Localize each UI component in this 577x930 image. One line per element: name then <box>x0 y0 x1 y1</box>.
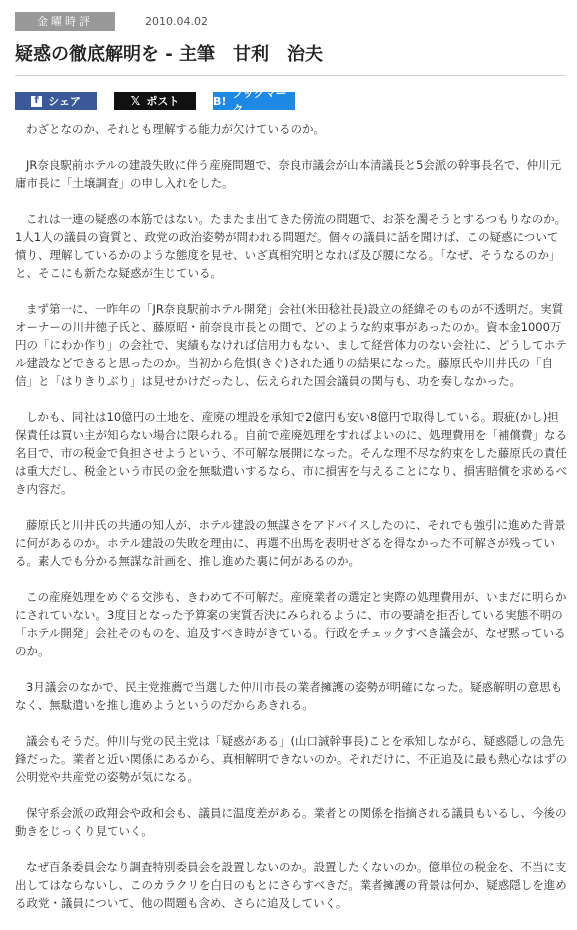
x-post-label: ポスト <box>146 95 180 108</box>
article-paragraph: 保守系会派の政翔会や政和会も、議員に温度差がある。業者との関係を指摘される議員もいるし、今後の動きをじっくり見ていく。 <box>15 806 567 838</box>
article-paragraph: わざとなのか、それとも理解する能力が欠けているのか。 <box>26 122 325 136</box>
article-header <box>15 10 208 32</box>
article-paragraph: JR奈良駅前ホテルの建設失敗に伴う産廃問題で、奈良市議会が山本清議長と5会派の幹事長名で、仲川元庸市長に「土壌調査」の申し入れをした。 <box>15 158 562 190</box>
article-paragraph: これは一連の疑惑の本筋ではない。たまたま出てきた傍流の問題で、お茶を濁そうとするつもりなのか。1人1人の議員の資質と、政党の政治姿勢が問われる問題だ。個々の議員に話を聞けば、この疑惑について憤り、理解しているかのような態度を見せ、いざ真相究明となれば及び腰になる。「なぜ、そうなるのか」と、そこにも新たな疑惑が生じている。 <box>15 212 567 280</box>
facebook-share-label: シェア <box>48 95 81 108</box>
article-paragraph: 3月議会のなかで、民主党推薦で当選した仲川市長の業者擁護の姿勢が明確になった。疑惑解明の意思もなく、無駄遣いを推し進めようというのだからあきれる。 <box>15 680 563 712</box>
hatena-bookmark-button[interactable] <box>213 87 295 116</box>
article-body <box>15 120 567 930</box>
hatena-bookmark-icon: B! <box>213 94 227 108</box>
article-paragraph: 藤原氏と川井氏の共通の知人が、ホテル建設の無謀さをアドバイスしたのに、それでも強引に進めた背景に何があるのか。ホテル建設の失敗を理由に、再選不出馬を表明せざるを得なかった不可解さが残っている。素人でも分かる無謀な計画を、推し進めた裏に何があるのか。 <box>15 518 566 568</box>
x-icon: 𝕏 <box>130 94 141 108</box>
hatena-bookmark-label: ブックマーク <box>232 87 287 116</box>
x-post-button[interactable] <box>114 92 196 110</box>
category-badge: 金曜時評 <box>15 12 115 31</box>
article-paragraph: この産廃処理をめぐる交渉も、きわめて不可解だ。産廃業者の選定と実際の処理費用が、いまだに明らかにされていない。3度目となった予算案の実質否決にみられるように、市の要請を拒否している実態不明の「ホテル開発」会社そのものを、追及すべき時がきている。行政をチェックすべき議会が、なぜ黙っているのか。 <box>15 590 567 658</box>
facebook-share-button[interactable] <box>15 92 97 110</box>
article-paragraph: しかも、同社は10億円の土地を、産廃の埋設を承知で2億円も安い8億円で取得している。瑕疵(かし)担保責任は買い主が知らない場合に限られる。自前で産廃処理をすればよいのに、処理費用を「補償費」なる名目で、市の税金で負担させようという、不可解な展開になった。そんな理不尽な約束をした藤原氏の責任は重大だし、税金という市民の金を無駄遣いするなら、市に損害を与えることになり、損害賠償を求めるべき内容だ。 <box>15 410 567 496</box>
share-bar <box>15 87 295 116</box>
title-divider <box>15 75 565 76</box>
article-paragraph: なぜ百条委員会なり調査特別委員会を設置しないのか。設置したくないのか。億単位の税金を、不当に支出してはならないし、このカラクリを白日のもとにさらすべきだ。業者擁護の背景は何か、疑惑隠しを進める政党・議員について、他の問題も含め、さらに追及していく。 <box>15 860 567 910</box>
article-paragraph: まず第一に、一昨年の「JR奈良駅前ホテル開発」会社(米田稔社長)設立の経緯そのものが不透明だ。実質オーナーの川井徳子氏と、藤原昭・前奈良市長との間で、どのような約束事があったのか。資本金1000万円の「にわか作り」の会社で、実績もなければ信用力もない、まして経営体力のない会社に、どうしてホテル建設などできると思ったのか。当初から危惧(きぐ)された通りの結果になった。藤原氏や川井氏の「自信」と「はりきりぶり」は見せかけだったし、伝えられた国会議員の関与も、功を奏しなかった。 <box>15 302 567 388</box>
article-paragraph: 議会もそうだ。仲川与党の民主党は「疑惑がある」(山口誠幹事長)ことを承知しながら、疑惑隠しの急先鋒だった。業者と近い関係にあるから、真相解明できないのか。それだけに、不正追及に最も熱心なはずの公明党や共産党の姿勢が気になる。 <box>15 734 567 784</box>
publish-date: 2010.04.02 <box>145 14 208 28</box>
article-title: 疑惑の徹底解明を - 主筆 甘利 治夫 <box>15 44 324 65</box>
facebook-icon: f <box>31 96 42 107</box>
